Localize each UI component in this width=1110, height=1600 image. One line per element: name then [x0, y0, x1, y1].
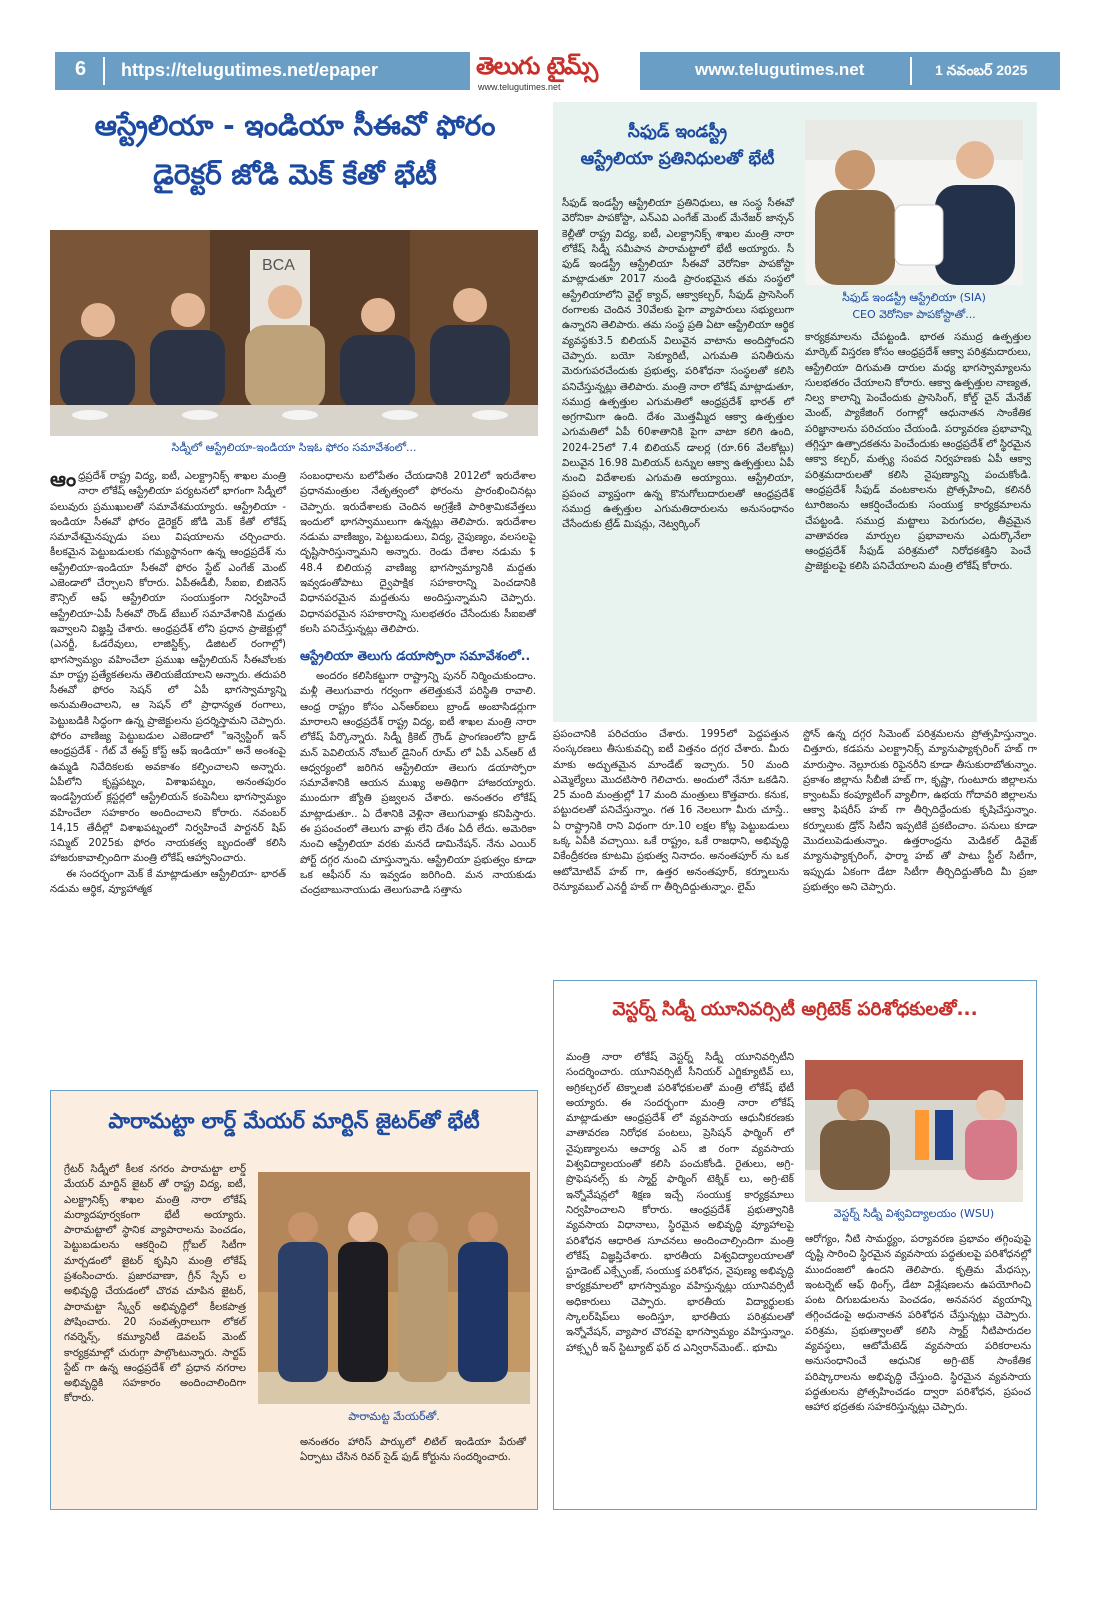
article1-col2-text: సంబంధాలను బలోపేతం చేయడానికి 2012లో ఇరుదేశాల ప్రధానమంత్రుల నేతృత్వంలో ఫోరంను ప్రారంభించినట్లు చెప్పారు. ఇరుదేశాలకు చెందిన అగ్రశ్రేణి పారిశ్రామికవేత్తలు ఇందులో భాగస్వాములుగా ఉన్నట్లు తెలిపారు. ఇరుదేశాల నడుమ వాణిజ్యం, పెట్టుబడులు, విద్య, నైపుణ్యం, వలసలపై దృష్టిసారిస్తున్నామని అన్నారు. రెండు దేశాల నడుమ $ 48.4 బిలియన్ల వాణిజ్య భాగస్వామ్యానికి మద్దతు ఇవ్వడంతోపాటు ద్వైపాక్షిక సహకారాన్ని పెంచడానికి విధానపరమైన మద్దతును అందిస్తున్నామని చెప్పారు. విధానపరమైన సహకారాన్ని సులభతరం చేసేందుకు సీఐఐతో కలసి పనిచేస్తున్నట్లు తెలిపారు.: [300, 471, 536, 635]
masthead-logo[interactable]: [470, 50, 640, 94]
caption-line1: సీఫుడ్ ఇండస్ట్రీ ఆస్ట్రేలియా (SIA): [842, 291, 986, 304]
article1-column2: [300, 469, 536, 898]
ceo-forum-meeting-image: [50, 230, 538, 436]
article2-headline-line1: సీఫుడ్ ఇండస్ట్రీ: [627, 122, 728, 142]
epaper-link[interactable]: https://telugutimes.net/epaper: [121, 60, 379, 80]
article1-column1: [50, 469, 286, 897]
article1-headline: [50, 108, 540, 192]
article2-photo: [805, 120, 1023, 285]
seafood-meeting-image: [805, 120, 1023, 285]
article3-photo: [258, 1172, 530, 1404]
article1-col1-text-p2: ఈ సందర్భంగా మెక్ కే మాట్లాడుతూ ఆస్ట్రేలియా- భారత్ నడుమ ఆర్థిక, వ్యూహాత్మక: [50, 868, 286, 896]
article4-photo-caption: వెస్టర్న్ సిడ్నీ విశ్వవిద్యాలయం (WSU): [833, 1207, 995, 1220]
article1-photo: [50, 230, 538, 436]
article2-column1: సీఫుడ్ ఇండస్ట్రీ ఆస్ట్రేలియా ప్రతినిధులు, ఆ సంస్థ సీఈవో వెరోనికా పాపకోస్టా, ఎన్ఎవి ఎంగేజ్ మెంట్ మేనేజర్ జాన్సన్ కెల్లీతో రాష్ట్ర విద్య, ఐటీ, ఎలక్ట్రానిక్స్ శాఖల మంత్రి నారా లోకేష్ సిడ్నీ సమీపాన పారామట్టాలో భేటీ అయ్యారు. సీ ఫుడ్ ఇండస్ట్రీ ఆస్ట్రేలియా సీఈవో వెరోనికా పాపకోస్టా మాట్లాడుతూ 2017 నుండి ప్రారంభమైన తమ సంస్థలో ఆస్ట్రేలియాలోని వైల్డ్ క్యాచ్, ఆక్వాకల్చర్, సీఫుడ్ ప్రాసెసింగ్ రంగాలకు చెందిన 30వేలకు పైగా వ్యాపారులు సభ్యులుగా ఉన్నారని తెలిపారు. తమ సంస్థ ప్రతి ఏటా ఆస్ట్రేలియా ఆర్థిక వ్యవస్థకు3.5 బిలియన్ విలువైన వాటాను అందిస్తోందని చెప్పారు. బయో సెక్యూరిటీ, ఎగుమతి పనితీరును మెరుగుపరచేందుకు ప్రభుత్వ, పరిశోధనా సంస్థలతో కలిసి పనిచేస్తున్నట్లు తెలిపారు. మంత్రి నారా లోకేష్ మాట్లాడుతూ, సముద్ర ఉత్పత్తుల ఎగుమతిలో ఆంధ్రప్రదేశ్ భారత్ లో అగ్రగామిగా ఉంది. దేశం మొత్తమ్మీద ఆక్వా ఉత్పత్తుల ఎగుమతిలో ఏపీ 60శాతానికి పైగా వాటా కలిగి ఉంది, 2024-25లో 7.4 బిలియన్ డాలర్ల (రూ.66 వేలకోట్లు) విలువైన 16.98 మిలియన్ టన్నుల ఆక్వా ఉత్పత్తులు ఏపీ నుంచి విదేశాలకు ఎగుమతి అయ్యాయి. ఆస్ట్రేలియా, ప్రపంచ వ్యాప్తంగా ఉన్న కొనుగోలుదారులతో ఆంధ్రప్రదేశ్ సముద్ర ఉత్పత్తుల ఎగుమతిదారులను అనుసంధానం చేసేందుకు ట్రేడ్ మిషన్లు, నెట్వర్కింగ్: [562, 198, 794, 531]
article3-photo-caption: పారామట్ట మేయర్‌తో.: [348, 1410, 440, 1423]
dropcap: ఆం: [50, 467, 77, 491]
article3-column2: అనంతరం హారిస్ పార్కులో లిటిల్ ఇండియా పేరుతో ఏర్పాటు చేసిన రివర్ సైడ్ ఫుడ్ కోర్టును సందర్శించారు.: [300, 1437, 526, 1464]
article4-column2: ఆరోగ్యం, నీటి సామర్థ్యం, పర్యావరణ ప్రభావం తగ్గింపుపై దృష్టి సారించి స్థిరమైన వ్యవసాయ పద్ధతులపై పరిశోధనల్లో ముందంజలో ఉందని తెలిపారు. కృత్రిమ మేధస్సు, ఇంటర్నెట్ ఆఫ్ థింగ్స్, డేటా విశ్లేషణలను ఉపయోగించి పంట దిగుబడులను పెంచడం, అనవసర వ్యయాన్ని తగ్గించడంపై అధునాతన పరిశోధన చేస్తున్నట్లు చెప్పారు. పరిశ్రమ, ప్రభుత్వాలతో కలిసి స్మార్ట్ నీటిపారుదల వ్యవస్థలు, ఆటోమేటెడ్ వ్యవసాయ పరికరాలను అనుసంధానించే ఆధునిక అగ్రి-టెక్ సాంకేతిక పరిష్కారాలను అభివృద్ధి చేస్తుంది. స్థిరమైన వ్యవసాయ పద్ధతులను ప్రోత్సహించడం ద్వారా పరిశోధన, ప్రపంచ ఆహార భద్రతకు సహకరిస్తున్నట్లు చెప్పారు.: [805, 1234, 1031, 1414]
header-divider: [910, 57, 912, 85]
diaspora-subhead: ఆస్ట్రేలియా తెలుగు డయాస్పోరా సమావేశంలో..: [300, 648, 531, 664]
diaspora-continuation-col1: ప్రపంచానికి పరిచయం చేశారు. 1995లో పెద్దపత్తున సంస్కరణలు తీసుకువచ్చి ఐటీ విత్తనం దగ్గర చేశారు. మీరు మాకు అద్భుతమైన మాండేట్ ఇచ్చారు. 50 మంది ఎమ్మెల్యేలు మొదటిసారి గెలిచారు. అందులో నేనూ ఒకడిని. 25 మంది మంత్రుల్లో 17 మంది మంత్రులు కొత్తవారు. కనుక, పట్టుదలతో పనిచేస్తున్నాం. గత 16 నెలలుగా మీరు చూస్తే.. ఏ రాష్ట్రానికి రాని విధంగా రూ.10 లక్షల కోట్ల పెట్టుబడులు ఒక్క ఏపీకి వచ్చాయి. ఒకే రాష్ట్రం, ఒకే రాజధాని, అభివృద్ధి వికేంద్రీకరణ కూటమి ప్రభుత్వ నినాదం. అనంతపూర్ ను ఒక ఆటోమోటివ్ హబ్ గా, ఉత్తర అనంతపూర్, కర్నూలును రెన్యూవబుల్ ఎనర్జీ హబ్ గా తీర్చిదిద్దుతున్నాం. లైమ్: [553, 729, 789, 893]
article2-photo-caption: [805, 290, 1023, 323]
article4-headline: వెస్టర్న్ సిడ్నీ యూనివర్సిటీ అగ్రిటెక్ పరిశోధకులతో...: [612, 999, 978, 1020]
article1-col1-text: ధ్రప్రదేశ్ రాష్ట్ర విద్య, ఐటీ, ఎలక్ట్రానిక్స్ శాఖల మంత్రి నారా లోకేష్ ఆస్ట్రేలియా పర్యటనలో భాగంగా సిడ్నీలో పలువురు ప్రముఖులతో సమావేశమయ్యారు. ఆస్ట్రేలియా - ఇండియా సీఈవో ఫోరం డైరెక్టర్ జోడి మెక్ కేతో లోకేష్ సమావేశమైనప్పుడు పలు విషయాలను చర్చించారు. కీలకమైన పెట్టుబడులకు గమ్యస్థానంగా ఉన్న ఆంధ్రప్రదేశ్ ను ఆస్ట్రేలియా-ఇండియా సీఈవో ఫోరం స్టేట్ ఎంగేజ్ మెంట్ ఎజెండాలో చేర్చాలని కోరారు. ఏపీఈడీబీ, సీఐఐ, బిజినెస్ కౌన్సిల్ ఆఫ్ ఆస్ట్రేలియా సంయుక్తంగా నిర్వహించే ఆస్ట్రేలియా-ఏపీ సీఈవో రౌండ్ టేబుల్ సమావేశానికి మద్దతు ఇవ్వాలని విజ్ఞప్తి చేశారు. ఆంధ్రప్రదేశ్ లోని ప్రధాన ప్రాజెక్టుల్లో (ఎనర్జీ, ఓడరేవులు, లాజిస్టిక్స్, డిజిటల్ రంగాల్లో) భాగస్వామ్యం వహించేలా ప్రముఖ ఆస్ట్రేలియన్ సీఈవోలకు మా రాష్ట్ర ప్రత్యేకతలను తెలియజేయాలని అన్నారు. తదుపరి సీఈవో ఫోరం సెషన్ లో ఏపీ భాగస్వామ్యాన్ని అనుమతించాలని, ఆ సెషన్ లో ప్రాధాన్యత రంగాలు, పెట్టుబడికి సిద్ధంగా ఉన్న ప్రాజెక్టులను ప్రదర్శిస్తామని చెప్పారు. ఫోరం వాణిజ్య పెట్టుబడుల ఎజెండాలో "ఇన్వెస్టింగ్ ఇన్ ఆంధ్రప్రదేశ్ - గేట్ వే ఈస్ట్ కోస్ట్ ఆఫ్ ఇండియా" అనే అంశంపై ఉమ్మడి నివేదికలకు అవకాశం కల్పించాలని అన్నారు. ఏపీలోని కృష్ణపట్నం, విశాఖపట్నం, అనంతపురం ఇండస్ట్రియల్ క్లస్టర్లలో ఆస్ట్రేలియన్ కంపెనీలు భాగస్వామ్యం వహించేలా సహకారం అందించాలని కోరారు. నవంబర్ 14,15 తేదీల్లో విశాఖపట్నంలో నిర్వహించే పార్టనర్ షిప్ సమ్మిట్ 2025కు ఫోరం నాయకత్వ బృందంతో కలిసి హాజరుకావాల్సిందిగా మంత్రి లోకేష్ ఆహ్వానించారు.: [50, 471, 286, 865]
article3-column1: గ్రేటర్ సిడ్నీలో కీలక నగరం పారామట్టా లార్డ్ మేయర్ మార్టిన్ జైటర్ తో రాష్ట్ర విద్య, ఐటీ, ఎలక్ట్రానిక్స్ శాఖల మంత్రి నారా లోకేష్ మర్యాదపూర్వకంగా భేటీ అయ్యారు. పారామట్టాలో స్థానిక వ్యాపారాలను పెంచడం, పెట్టుబడులను ఆకర్షించి గ్లోబల్ సిటీగా మార్చడంలో జైటర్ కృషిని మంత్రి లోకేష్ ప్రశంసించారు. ప్రజారవాణా, గ్రీన్ స్పేస్ ల అభివృద్ధి చేయడంలో చొరవ చూపిన జైటర్, పారామట్టా స్క్వేర్ అభివృద్ధిలో కీలకపాత్ర పోషించారు. 20 సంవత్సరాలుగా లోకల్ గవర్నెన్స్, కమ్యూనిటీ డెవలప్ మెంట్ కార్యక్రమాల్లో చురుగ్గా పాల్గొంటున్నారు. సార్టప్ స్టేట్ గా ఉన్న ఆంధ్రప్రదేశ్ లో ప్రధాన నగరాల అభివృద్ధికి సహకారం అందించాలిందిగా కోరారు.: [64, 1164, 246, 1405]
article1-headline-line1: ఆస్ట్రేలియా - ఇండియా సీఈవో ఫోరం: [94, 109, 496, 142]
article2-headline: [560, 122, 795, 171]
article3-headline: పారామట్టా లార్డ్ మేయర్ మార్టిన్ జైటర్‌తో భేటీ: [108, 1109, 480, 1133]
article1-col2-text-p2: అందరం కలిసికట్టుగా రాష్ట్రాన్ని పునర్ నిర్మించుకుందాం. మళ్లీ తెలుగువారు గర్వంగా తలెత్తుకునే పరిస్థితి రావాలి. ఆంధ్ర రాష్ట్రం కోసం ఎన్ఆర్ఐలు బ్రాండ్ అంబాసిడర్లుగా మారాలని ఆంధ్రప్రదేశ్ రాష్ట్ర విద్య, ఐటీ శాఖల మంత్రి నారా లోకేష్ పేర్కొన్నారు. సిడ్నీ క్రికెట్ గ్రౌండ్ ప్రాంగణంలోని బ్రాడ్ మన్ పెవిలియన్ నోబుల్ డైనింగ్ రూమ్ లో ఏపీ ఎన్ఆర్ టీ ఆధ్వర్యంలో జరిగిన ఆస్ట్రేలియా తెలుగు డయాస్పోరా సమావేశానికి ఆయన ముఖ్య అతిథిగా హాజరయ్యారు. ముందుగా జ్యోతి ప్రజ్వలన చేశారు. అనంతరం లోకేష్ మాట్లాడుతూ.. ఏ దేశానికి వెళ్లినా తెలుగువాళ్లు కనిపిస్తారు. ఈ ప్రపంచంలో తెలుగు వాళ్లు లేని దేశం ఏదీ లేదు. అమెరికా నుంచి ఆస్ట్రేలియా వరకు మనదే డామినేషన్. నేను ఎయిర్ పోర్ట్ దగ్గర నుంచి చూస్తున్నాను. ఆస్ట్రేలియా ప్రభుత్వం కూడా ఒక ఆఫీసర్ ను ఇవ్వడం జరిగింది. మన నాయకుడు చంద్రబాబునాయుడు తెలుగువాడి సత్తాను: [300, 671, 536, 897]
article4-photo: [805, 1060, 1023, 1202]
site-link[interactable]: www.telugutimes.net: [695, 60, 865, 79]
logo-subtitle: www.telugutimes.net: [478, 82, 561, 92]
caption-line2: CEO వెరోనికా పాపకోస్టాతో...: [852, 307, 976, 321]
logo-text: తెలుగు టైమ్స్: [476, 52, 598, 80]
page-number: 6: [75, 58, 87, 80]
article1-headline-line2: డైరెక్టర్ జోడి మెక్ కేతో భేటీ: [153, 158, 437, 191]
article2-headline-line2: ఆస్ట్రేలియా ప్రతినిధులతో భేటీ: [580, 149, 775, 170]
diaspora-continuation-col2: స్టోన్ ఉన్న దగ్గర సిమెంట్ పరిశ్రమలను ప్రోత్సహిస్తున్నాం. చిత్తూరు, కడపను ఎలక్ట్రానిక్స్ మ్యానుఫ్యాక్చరింగ్ హబ్ గా మారుస్తాం. నెల్లూరుకు రిఫైనరీని కూడా తీసుకురాబోతున్నాం. ప్రకాశం జిల్లాను సీబీజీ హబ్ గా, కృష్ణా, గుంటూరు జిల్లాలను క్వాంటమ్ కంప్యూటింగ్ వ్యాలీగా, ఉభయ గోదావరి జిల్లాలను ఆక్వా ఫిషరీస్ హబ్ గా తీర్చిదిద్దేందుకు కృషిచేస్తున్నాం. కర్నూలుకు డ్రోన్ సిటీని ఇప్పటికే ప్రకటించాం. పనులు కూడా మొదలుపెడుతున్నాం. ఉత్తరాంధ్రను మెడికల్ డివైజ్ మ్యానుఫ్యాక్చరింగ్, ఫార్మా హబ్ తో పాటు స్టీల్ సిటీగా, ఇప్పుడు ఏకంగా డేటా సిటీగా తీర్చిదిద్దుతోంది మీ ప్రజా ప్రభుత్వం అని చెప్పారు.: [803, 729, 1037, 893]
mayor-meeting-image: [258, 1172, 530, 1404]
issue-date: 1 నవంబర్ 2025: [935, 62, 1028, 78]
article1-photo-caption: సిడ్నీలో ఆస్ట్రేలియా-ఇండియా సిఇఓ ఫోరం సమావేశంలో...: [171, 441, 417, 454]
wsu-meeting-image: [805, 1060, 1023, 1202]
photo-sign: BCA: [262, 257, 295, 274]
article2-column2: కార్యక్రమాలను చేపట్టండి. భారత సముద్ర ఉత్పత్తుల మార్కెట్ విస్తరణ కోసం ఆంధ్రప్రదేశ్ ఆక్వా పరిశ్రమదారులు, ఆస్ట్రేలియా దిగుమతి దారుల మధ్య భాగస్వామ్యాలను సులభతరం చేయాలని కోరారు. ఆక్వా ఉత్పత్తుల నాణ్యత, నిల్వ కాలాన్ని పెంచేందుకు ప్రాసెసింగ్, కోల్డ్ చైన్ మేనేజ్ మెంట్, ప్యాకేజింగ్ రంగాల్లో ఆధునాతన సాంకేతిక పరిజ్ఞానాలను పరిచయం చేయండి. పర్యావరణ ప్రభావాన్ని తగ్గిస్తూ ఉత్పాదకతను పెంచేందుకు ఆంధ్రప్రదేశ్ లో స్థిరమైన ఆక్వా కల్చర్, మత్స్య సంపద నిర్వహణకు ఏపీ ఆక్వా పరిశ్రమదారులతో కలిసి నైపుణ్యాన్ని పంచుకోండి. ఆంధ్రప్రదేశ్ సీఫుడ్ వంటకాలను ప్రోత్సహించి, కలినరీ టూరిజంను ఆకర్షించేందుకు సంయుక్త కార్యక్రమాలను చేపట్టండి. సముద్ర మట్టాలు పెరుగుదల, తీవ్రమైన వాతావరణ మార్పుల ప్రభావాలను ఎదుర్కొనేలా ఆంధ్రప్రదేశ్ సీఫుడ్ పరిశ్రమలో నిరోధకశక్తిని పెంచే ప్రాజెక్టులపై కలిసి పనిచేయాలని మంత్రి లోకేష్ కోరారు.: [805, 332, 1031, 573]
article4-column1: మంత్రి నారా లోకేష్ వెస్టర్న్ సిడ్నీ యూనివర్సిటీని సందర్శించారు. యూనివర్సిటీ సీనియర్ ఎగ్జిక్యూటివ్ లు, అగ్రికల్చరల్ టెక్నాలజీ పరిశోధకులతో మంత్రి లోకేష్ భేటీ అయ్యారు. ఈ సందర్భంగా మంత్రి నారా లోకేష్ మాట్లాడుతూ ఆంధ్రప్రదేశ్ లో వ్యవసాయ ఆధునీకరణకు వాతావరణ నిరోధక పంటలు, ప్రెసిషన్ ఫార్మింగ్ లో నైపుణ్యాలను ఆచార్య ఎన్ జి రంగా వ్యవసాయ విశ్వవిద్యాలయంతో కలిసి పంచుకోండి. రైతులు, అగ్రి-ప్రొఫెషనల్స్ కు స్మార్ట్ ఫార్మింగ్ టెక్నిక్ లు, అగ్రి-టెక్ ఇన్నోవేషన్లలో శిక్షణ ఇచ్చే సంయుక్త కార్యక్రమాలు నిర్వహించాలని కోరారు. ఆంధ్రప్రదేశ్ ప్రభుత్వానికి వ్యవసాయ విధానాలు, స్థిరమైన అభివృద్ధి వ్యూహాలపై పరిశోధన ఆధారిత సూచనలు అందించాల్సిందిగా మంత్రి లోకేష్ విజ్ఞప్తిచేశారు. భారతీయ విశ్వవిద్యాలయాలతో స్టూడెంట్ ఎక్స్ఛేంజ్, సంయుక్త పరిశోధన, నైపుణ్య అభివృద్ధి కార్యక్రమాలలో భాగస్వామ్యం వహిస్తున్నట్లు యూనివర్సిటీ అధికారులు చెప్పారు. భారతీయ విద్యార్థులకు స్కాలర్‌షిప్‌లు అందిస్తూ, భారతీయ పరిశ్రమలతో ఇన్నోవేషన్, వ్యాపార చొరవపై భాగస్వామ్యం వహిస్తున్నాం. హాక్స్బరీ ఇన్ స్టిట్యూట్ ఫర్ ద ఎన్విరాన్‌మెంట్.. భూమి: [566, 1052, 794, 1354]
header-divider: [103, 57, 105, 85]
